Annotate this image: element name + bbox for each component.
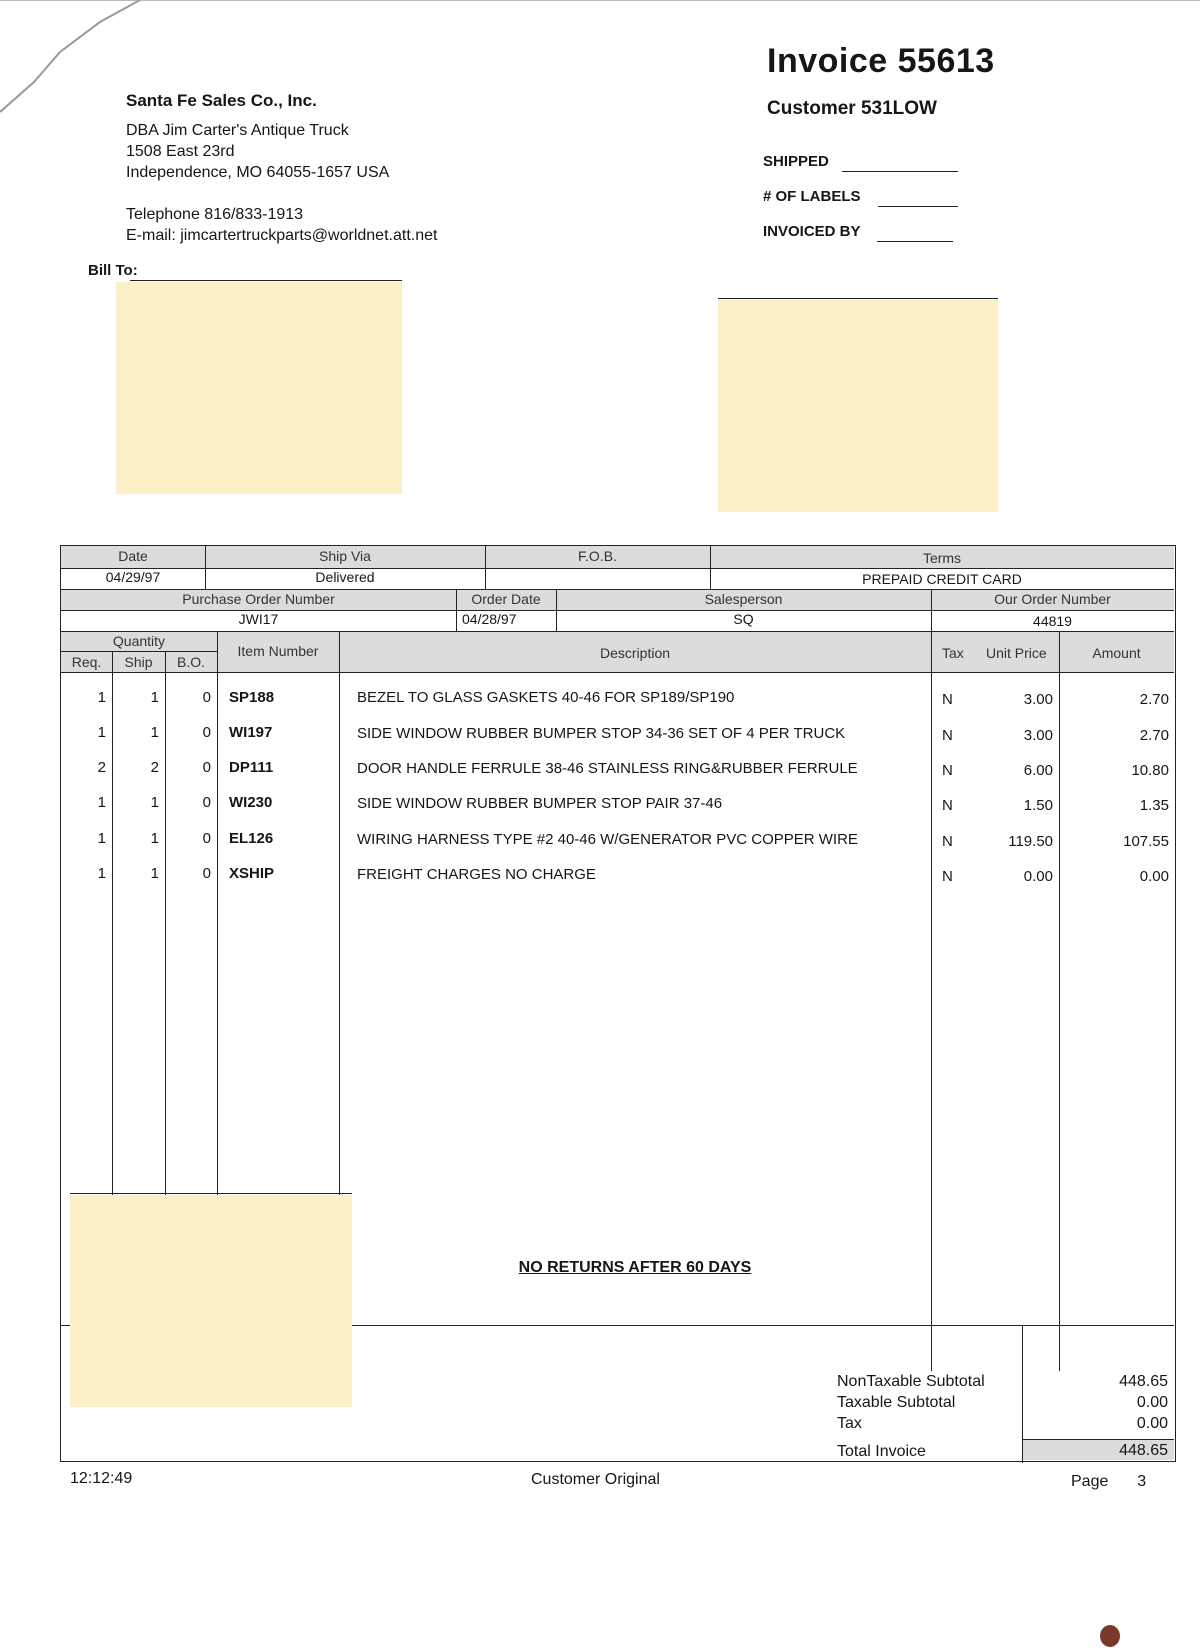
req-cell: 1	[97, 794, 106, 811]
company-city: Independence, MO 64055-1657 USA	[126, 164, 390, 181]
description-cell: DOOR HANDLE FERRULE 38-46 STAINLESS RING&RUBBER FERRULE	[357, 760, 858, 777]
date-value: 04/29/97	[105, 569, 161, 585]
ship-cell: 2	[150, 759, 159, 776]
bo-header: B.O.	[176, 654, 205, 670]
divider	[931, 589, 932, 631]
terms-header: Terms	[922, 550, 962, 566]
req-cell: 1	[97, 865, 106, 882]
invoice-title-label: Invoice	[767, 42, 888, 80]
scan-edge	[0, 0, 1200, 6]
description-cell: SIDE WINDOW RUBBER BUMPER STOP 34-36 SET OF 4 PER TRUCK	[357, 725, 846, 742]
invoice-number: 55613	[897, 42, 995, 80]
bo-cell: 0	[202, 830, 211, 847]
divider	[931, 631, 932, 1371]
our-order-value: 44819	[1033, 613, 1072, 629]
unit-price-cell: 6.00	[1023, 762, 1053, 779]
customer-id: Customer 531LOW	[767, 98, 937, 119]
tax-label: Tax	[837, 1415, 862, 1432]
amount-cell: 0.00	[1139, 868, 1169, 885]
shipped-label: SHIPPED	[763, 153, 829, 170]
divider	[710, 546, 711, 589]
description-cell: FREIGHT CHARGES NO CHARGE	[357, 866, 596, 883]
company-dba: DBA Jim Carter's Antique Truck	[126, 122, 349, 139]
ship-cell: 1	[150, 865, 159, 882]
shipped-line	[842, 171, 958, 172]
divider	[556, 589, 557, 631]
redaction-note-table	[70, 1195, 352, 1407]
description-cell: SIDE WINDOW RUBBER BUMPER STOP PAIR 37-46	[357, 795, 723, 812]
item-number-cell: DP111	[229, 759, 274, 776]
tax-cell: N	[942, 691, 953, 708]
total-value: 448.65	[1119, 1442, 1168, 1459]
tax-header: Tax	[942, 645, 964, 661]
divider	[70, 1193, 352, 1194]
invoice-title	[767, 42, 995, 81]
description-header: Description	[599, 645, 671, 661]
salesperson-value: SQ	[733, 611, 754, 627]
ship-cell: 1	[150, 724, 159, 741]
bo-cell: 0	[202, 689, 211, 706]
unit-price-header: Unit Price	[986, 645, 1047, 661]
bo-cell: 0	[202, 794, 211, 811]
item-number-cell: WI230	[229, 794, 273, 811]
bo-cell: 0	[202, 759, 211, 776]
ship-cell: 1	[150, 830, 159, 847]
page-label: Page	[1071, 1473, 1109, 1490]
ship-cell: 1	[150, 689, 159, 706]
returns-notice: NO RETURNS AFTER 60 DAYS	[518, 1259, 752, 1276]
amount-cell: 2.70	[1139, 691, 1169, 708]
amount-header: Amount	[1092, 645, 1141, 661]
unit-price-cell: 0.00	[1023, 868, 1053, 885]
unit-price-cell: 1.50	[1023, 797, 1053, 814]
req-cell: 1	[97, 689, 106, 706]
invoiced-by-label: INVOICED BY	[763, 223, 861, 240]
terms-value: PREPAID CREDIT CARD	[862, 571, 1022, 587]
date-header: Date	[118, 548, 148, 564]
taxable-value: 0.00	[1136, 1394, 1168, 1411]
redaction-note-shipto	[718, 300, 998, 512]
amount-cell: 2.70	[1139, 727, 1169, 744]
divider	[61, 672, 1174, 673]
req-cell: 1	[97, 724, 106, 741]
copy-label: Customer Original	[531, 1471, 660, 1488]
order-date-header: Order Date	[471, 591, 541, 607]
bo-cell: 0	[202, 724, 211, 741]
item-number-cell: WI197	[229, 724, 273, 741]
divider	[205, 546, 206, 589]
taxable-label: Taxable Subtotal	[837, 1394, 956, 1411]
tax-cell: N	[942, 833, 953, 850]
company-street: 1508 East 23rd	[126, 143, 235, 160]
divider	[1022, 1439, 1174, 1440]
company-email: E-mail: jimcartertruckparts@worldnet.att.net	[126, 227, 438, 244]
item-number-cell: EL126	[229, 830, 274, 847]
divider	[456, 589, 457, 631]
amount-cell: 107.55	[1123, 833, 1169, 850]
bo-cell: 0	[202, 865, 211, 882]
unit-price-cell: 119.50	[1008, 833, 1053, 850]
tax-cell: N	[942, 797, 953, 814]
company-telephone: Telephone 816/833-1913	[126, 206, 304, 223]
nontaxable-value: 448.65	[1119, 1373, 1168, 1390]
ship-via-value: Delivered	[315, 569, 375, 585]
tax-value: 0.00	[1136, 1415, 1168, 1432]
bill-to-label: Bill To:	[88, 262, 138, 279]
labels-label: # OF LABELS	[763, 188, 861, 205]
page-number: 3	[1137, 1473, 1147, 1490]
divider	[485, 546, 486, 589]
ship-header: Ship	[124, 654, 153, 670]
total-label: Total Invoice	[837, 1443, 926, 1460]
bill-to-line	[130, 280, 402, 281]
tax-cell: N	[942, 727, 953, 744]
invoiced-by-line	[877, 241, 953, 242]
amount-cell: 1.35	[1139, 797, 1169, 814]
company-name: Santa Fe Sales Co., Inc.	[126, 91, 317, 110]
item-number-cell: SP188	[229, 689, 275, 706]
item-number-header: Item Number	[237, 643, 319, 659]
po-value: JWI17	[238, 611, 279, 627]
req-cell: 2	[97, 759, 106, 776]
req-header: Req.	[71, 654, 102, 670]
ink-spot	[1100, 1625, 1120, 1647]
ship-to-line	[718, 298, 998, 299]
po-header: Purchase Order Number	[182, 591, 335, 607]
divider	[61, 651, 217, 652]
quantity-header: Quantity	[112, 633, 166, 649]
print-time: 12:12:49	[70, 1470, 133, 1487]
fob-header: F.O.B.	[578, 548, 617, 564]
ship-cell: 1	[150, 794, 159, 811]
amount-cell: 10.80	[1131, 762, 1169, 779]
item-number-cell: XSHIP	[229, 865, 275, 882]
unit-price-cell: 3.00	[1023, 727, 1053, 744]
order-date-value: 04/28/97	[462, 611, 517, 627]
description-cell: WIRING HARNESS TYPE #2 40-46 W/GENERATOR PVC COPPER WIRE	[357, 831, 858, 848]
tax-cell: N	[942, 868, 953, 885]
description-cell: BEZEL TO GLASS GASKETS 40-46 FOR SP189/SP190	[357, 689, 735, 706]
salesperson-header: Salesperson	[704, 591, 783, 607]
redaction-note-billto	[116, 282, 402, 494]
tax-cell: N	[942, 762, 953, 779]
req-cell: 1	[97, 830, 106, 847]
ship-via-header: Ship Via	[319, 548, 371, 564]
our-order-header: Our Order Number	[994, 591, 1111, 607]
folded-corner	[0, 0, 150, 120]
labels-line	[878, 206, 958, 207]
unit-price-cell: 3.00	[1023, 691, 1053, 708]
page-indicator	[1071, 1473, 1146, 1491]
nontaxable-label: NonTaxable Subtotal	[837, 1373, 985, 1390]
